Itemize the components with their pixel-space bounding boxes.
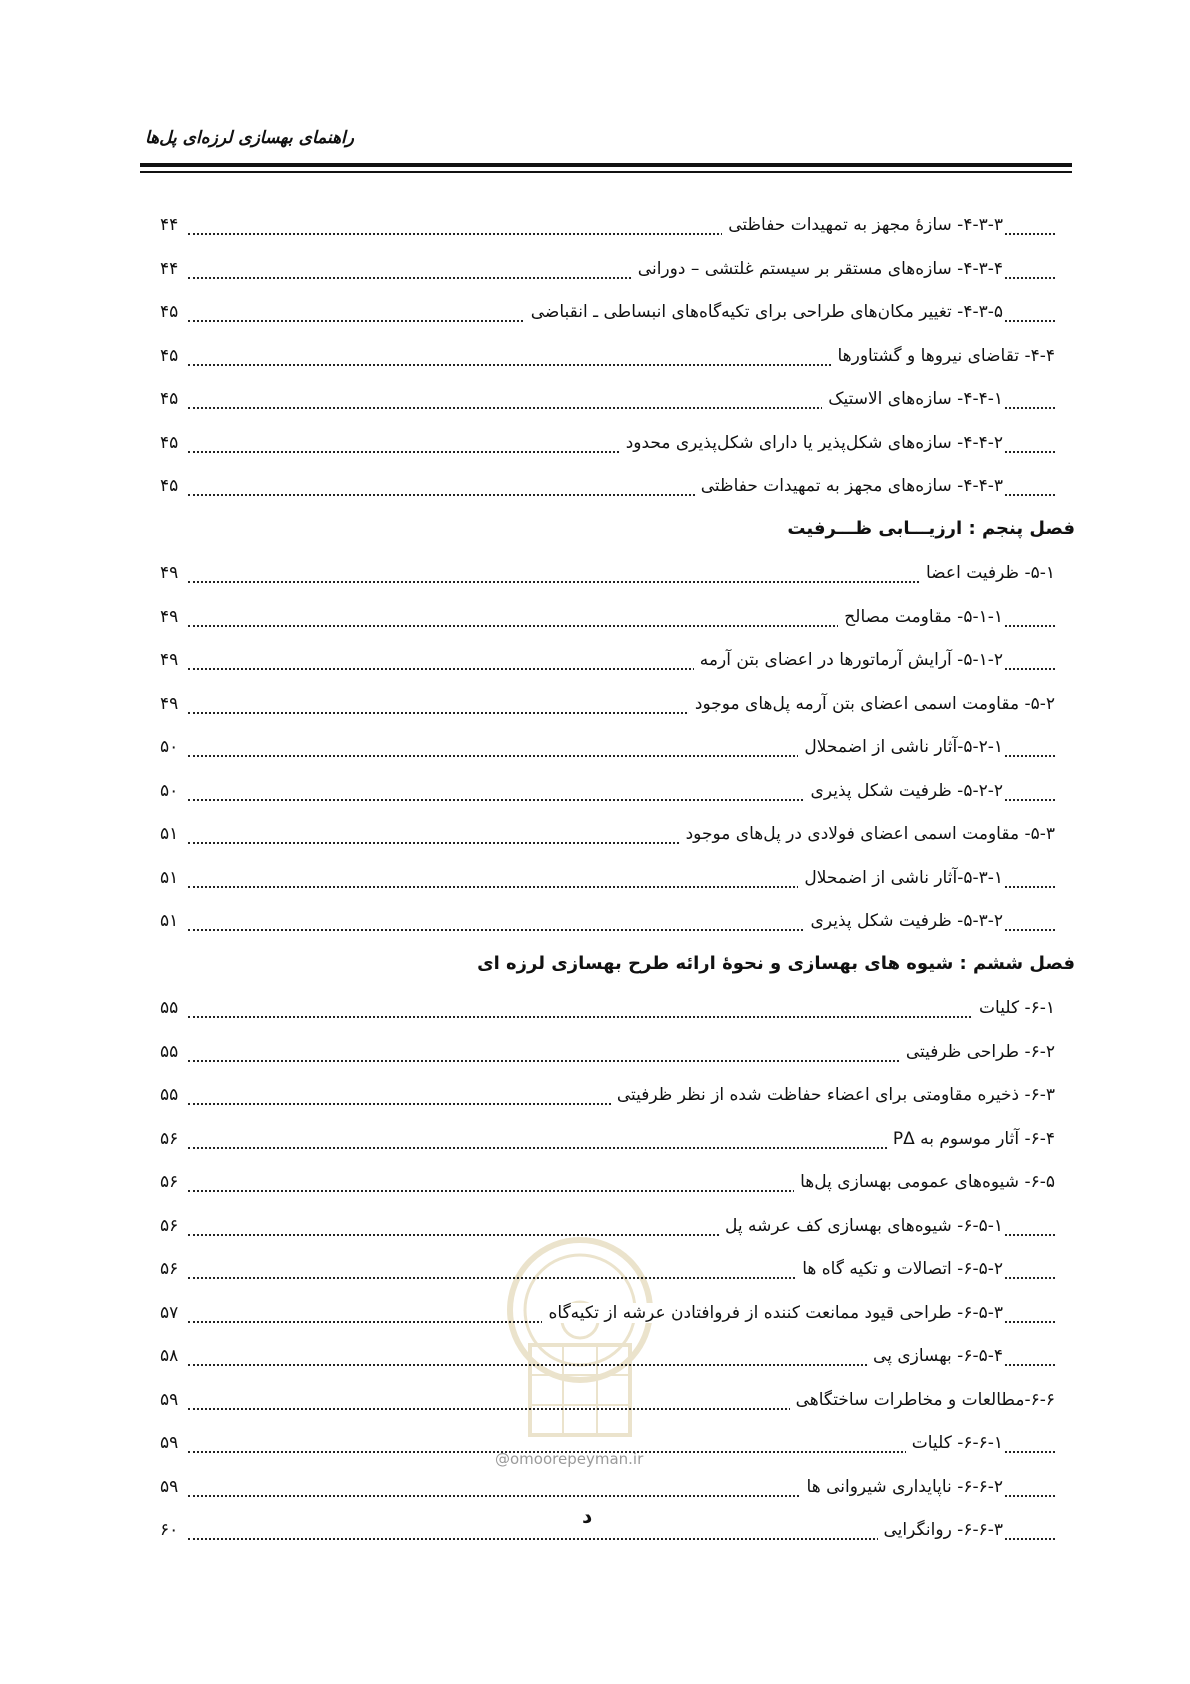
toc-entry-label: ۵-۱-۲- آرایش آرماتورها در اعضای بتن آرمه — [694, 650, 1003, 670]
toc-entry-page: ۴۵ — [160, 433, 182, 453]
watermark-text: @omoorepeyman.ir — [495, 1450, 644, 1468]
toc-entry[interactable] — [160, 563, 1055, 607]
toc-entry-page: ۵۹ — [160, 1433, 182, 1453]
toc-entry-page: ۴۹ — [160, 563, 182, 583]
header-rule-thick — [140, 163, 1072, 167]
page-number: د — [582, 1504, 593, 1528]
toc-entry-page: ۵۱ — [160, 868, 182, 888]
toc-entry-label: ۴-۳-۳- سازهٔ مجهز به تمهیدات حفاظتی — [722, 215, 1003, 235]
toc-entry-page: ۴۹ — [160, 607, 182, 627]
toc-entry[interactable] — [160, 824, 1055, 868]
toc-entry[interactable] — [160, 215, 1055, 259]
toc-entry-label: ۵-۱-۱- مقاومت مصالح — [838, 607, 1003, 627]
toc-entry[interactable] — [160, 694, 1055, 738]
toc-entry-page: ۴۵ — [160, 389, 182, 409]
toc-entry-label: ۶-۶-۱- کلیات — [906, 1433, 1003, 1453]
toc-entry-label: ۵-۳- مقاومت اسمی اعضای فولادی در پل‌های موجود — [680, 824, 1055, 844]
toc-entry-label: ۴-۴-۳- سازه‌های مجهز به تمهیدات حفاظتی — [695, 476, 1003, 496]
toc-entry[interactable] — [160, 389, 1055, 433]
toc-entry-label: ۶-۵-۲- اتصالات و تکیه گاه ها — [796, 1259, 1003, 1279]
toc-entry-page: ۴۴ — [160, 215, 182, 235]
toc-entry-label: ۶-۶-۲- ناپایداری شیروانی ها — [801, 1477, 1003, 1497]
toc-entry-label: ۶-۲- طراحی ظرفیتی — [900, 1042, 1055, 1062]
toc-entry-page: ۵۷ — [160, 1303, 182, 1323]
toc-entry-page: ۵۶ — [160, 1259, 182, 1279]
toc-entry-label: ۴-۴- تقاضای نیروها و گشتاورها — [831, 346, 1055, 366]
chapter-heading-text: فصل پنجم : ارزیـــابی ظـــرفیت — [787, 517, 1075, 539]
toc-entry-page: ۴۵ — [160, 476, 182, 496]
toc-entry-page: ۵۵ — [160, 1042, 182, 1062]
toc-entry-page: ۵۱ — [160, 824, 182, 844]
toc-entry-label: ۶-۴- آثار موسوم به PΔ — [887, 1129, 1055, 1149]
toc-entry[interactable] — [160, 1520, 1055, 1564]
header-rule-thin — [140, 171, 1072, 173]
toc-entry[interactable] — [160, 1042, 1055, 1086]
toc-entry-label: ۶-۵- شیوه‌های عمومی بهسازی پل‌ها — [794, 1172, 1055, 1192]
toc-entry-label: ۶-۵-۳- طراحی قیود ممانعت کننده از فروافتادن عرشه از تکیه‌گاه — [542, 1303, 1003, 1323]
toc-entry[interactable] — [160, 1172, 1055, 1216]
toc-entry-label: ۵-۱- ظرفیت اعضا — [920, 563, 1055, 583]
toc-entry[interactable] — [160, 433, 1055, 477]
toc-entry-page: ۴۵ — [160, 302, 182, 322]
toc-entry-label: ۴-۳-۴- سازه‌های مستقر بر سیستم غلتشی – دورانی — [632, 259, 1003, 279]
toc-entry[interactable] — [160, 1129, 1055, 1173]
toc-entry[interactable] — [160, 346, 1055, 390]
toc-entry[interactable] — [160, 476, 1055, 520]
toc-entry-label: ۶-۳- ذخیره مقاومتی برای اعضاء حفاظت شده از نظر ظرفیتی — [611, 1085, 1055, 1105]
toc-entry-label: ۴-۴-۱- سازه‌های الاستیک — [822, 389, 1003, 409]
toc-entry-page: ۵۹ — [160, 1390, 182, 1410]
toc-entry-page: ۵۸ — [160, 1346, 182, 1366]
toc-entry[interactable] — [160, 1085, 1055, 1129]
dot-leader — [188, 1016, 1055, 1018]
toc-entry-page: ۵۰ — [160, 781, 182, 801]
toc-entry-page: ۵۶ — [160, 1172, 182, 1192]
toc-entry[interactable] — [160, 650, 1055, 694]
toc-entry[interactable] — [160, 868, 1055, 912]
toc-entry-label: ۶-۱- کلیات — [973, 998, 1055, 1018]
toc-entry-page: ۵۶ — [160, 1216, 182, 1236]
toc-entry-page: ۶۰ — [160, 1520, 182, 1540]
toc-entry-label: ۶-۶-مطالعات و مخاطرات ساختگاهی — [790, 1390, 1055, 1410]
toc-entry-label: ۵-۳-۲- ظرفیت شکل پذیری — [805, 911, 1003, 931]
chapter-heading — [160, 517, 1075, 564]
toc-entry-page: ۵۵ — [160, 1085, 182, 1105]
toc-entry-label: ۶-۵-۴- بهسازی پی — [867, 1346, 1003, 1366]
toc-entry-page: ۵۶ — [160, 1129, 182, 1149]
toc-entry-label: ۶-۶-۳- روانگرایی — [878, 1520, 1003, 1540]
toc-entry-label: ۶-۵-۱- شیوه‌های بهسازی کف عرشه پل — [719, 1216, 1003, 1236]
toc-entry-page: ۴۵ — [160, 346, 182, 366]
toc-entry-label: ۵-۲-۱-آثار ناشی از اضمحلال — [798, 737, 1003, 757]
toc-entry-page: ۵۰ — [160, 737, 182, 757]
toc-entry-page: ۵۱ — [160, 911, 182, 931]
toc-entry-label: ۵-۲-۲- ظرفیت شکل پذیری — [805, 781, 1003, 801]
toc-entry[interactable] — [160, 911, 1055, 955]
toc-entry[interactable] — [160, 781, 1055, 825]
running-title: راهنمای بهسازی لرزه‌ای پل‌ها — [145, 128, 354, 148]
toc-entry[interactable] — [160, 302, 1055, 346]
toc-entry-page: ۵۵ — [160, 998, 182, 1018]
toc-entry-page: ۴۹ — [160, 650, 182, 670]
toc-entry[interactable] — [160, 737, 1055, 781]
toc-entry[interactable] — [160, 998, 1055, 1042]
chapter-heading — [160, 952, 1075, 999]
toc-entry-page: ۴۴ — [160, 259, 182, 279]
toc-entry-page: ۴۹ — [160, 694, 182, 714]
watermark-seal-icon — [495, 1225, 665, 1455]
toc-entry-page: ۵۹ — [160, 1477, 182, 1497]
chapter-heading-text: فصل ششم : شیوه های بهسازی و نحوهٔ ارائه طرح بهسازی لرزه ای — [477, 952, 1075, 974]
toc-entry-label: ۵-۲- مقاومت اسمی اعضای بتن آرمه پل‌های موجود — [689, 694, 1055, 714]
toc-entry[interactable] — [160, 259, 1055, 303]
toc-entry-label: ۴-۴-۲- سازه‌های شکل‌پذیر یا دارای شکل‌پذیری محدود — [620, 433, 1003, 453]
toc-entry[interactable] — [160, 607, 1055, 651]
toc-entry-label: ۵-۳-۱-آثار ناشی از اضمحلال — [798, 868, 1003, 888]
toc-entry-label: ۴-۳-۵- تغییر مکان‌های طراحی برای تکیه‌گاه‌های انبساطی ـ انقباضی — [525, 302, 1003, 322]
toc-entry[interactable] — [160, 1477, 1055, 1521]
